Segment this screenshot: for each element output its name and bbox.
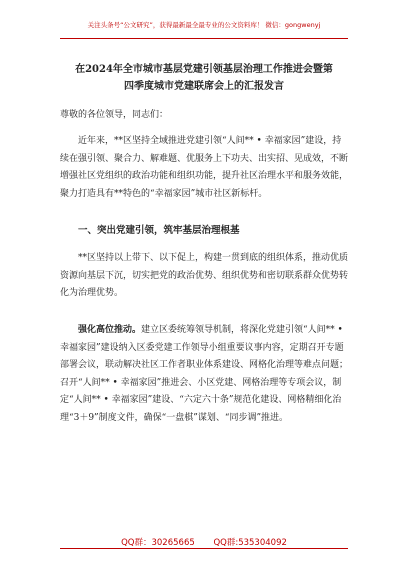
header-divider (60, 38, 348, 39)
footer-qq-group-1: QQ群：30265665 (121, 538, 195, 548)
document-title-line2: 四季度城市党建联席会上的汇报发言 (124, 81, 284, 92)
paragraph-high-level-push (60, 322, 350, 427)
paragraph-lead: 强化高位推动。 (78, 325, 142, 335)
paragraph-intro: 近年来，**区坚持全域推进党建引领“人间** • 幸福家园”建设，持续在强引领、聚合力、解难题、优服务上下功夫、出实招、见成效，不断增强社区党组织的政治功能和组织功能，提升社区治理水平和服务效能，聚力打造具有**特色的“幸福家园”城市社区新标杆。 (60, 136, 349, 199)
footer-qq-group-2: QQ群:535304092 (213, 538, 287, 548)
salutation: 尊敬的各位领导，同志们： (60, 110, 169, 120)
paragraph-section1: **区坚持以上带下、以下促上，构建一贯到底的组织体系，推动优质资源向基层下沉，切实把党的政治优势、组织优势和密切联系群众优势转化为治理优势。 (60, 253, 349, 298)
document-title-line1: 在2024年全市城市基层党建引领基层治理工作推进会暨第 (75, 64, 333, 75)
footer (0, 536, 408, 548)
header-banner: 关注头条号“公文研究”，获得最新最全最专业的公文资料库！ 微信：gongwenyj (87, 21, 321, 29)
paragraph-body: 建立区委统筹领导机制，将深化党建引领“人间** • 幸福家园”建设纳入区委党建工作领导小组重要议事内容，定期召开专题部署会议，联动解决社区工作者职业体系建设、网格化治理等难点问题；召开“人间** • 幸福家园”推进会、小区党建、网格治理等专项会议，制定“人间** • 幸福家园”建设、“六定六十条”规范化建设、网格精细化治理“3＋9”制度文件，确保“一盘棋”谋划、“同步调”推进。 (60, 325, 349, 423)
footer-divider (60, 548, 348, 549)
section-heading-1: 一、突出党建引领，筑牢基层治理根基 (78, 225, 240, 236)
